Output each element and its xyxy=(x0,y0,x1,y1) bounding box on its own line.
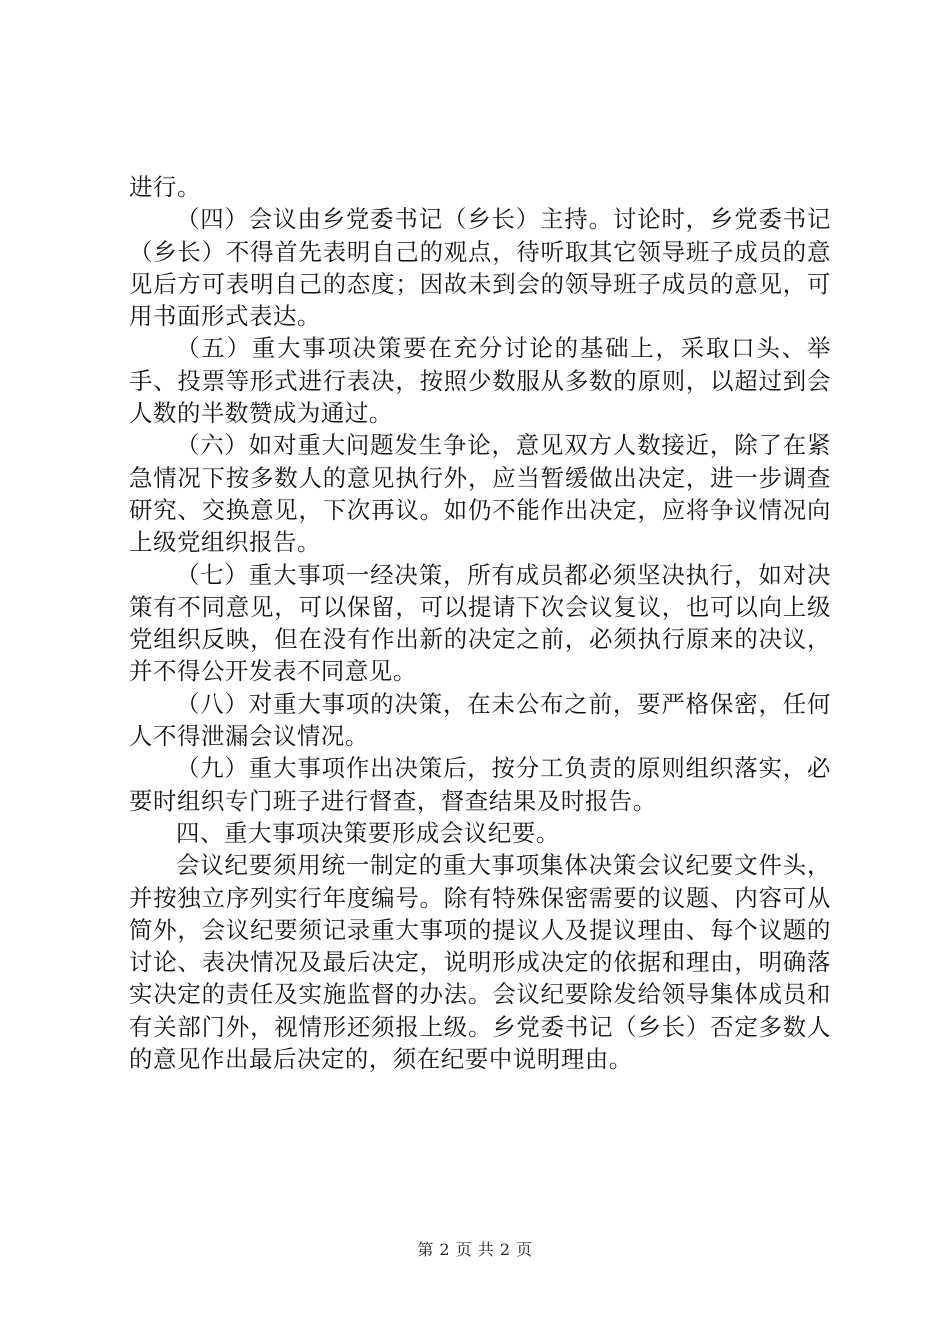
page-number-footer: 第 2 页 共 2 页 xyxy=(417,1240,533,1259)
paragraph-item-4: （四）会议由乡党委书记（乡长）主持。讨论时，乡党委书记（乡长）不得首先表明自己的观点，待听取其它领导班子成员的意见后方可表明自己的态度；因故未到会的领导班子成员的意见，可用书面形式表达。 xyxy=(129,205,831,331)
paragraph-continuation: 进行。 xyxy=(129,173,201,201)
paragraph-meeting-minutes: 会议纪要须用统一制定的重大事项集体决策会议纪要文件头，并按独立序列实行年度编号。除有特殊保密需要的议题、内容可从简外，会议纪要须记录重大事项的提议人及提议理由、每个议题的讨论、表决情况及最后决定，说明形成决定的依据和理由，明确落实决定的责任及实施监督的办法。会议纪要除发给领导集体成员和有关部门外，视情形还须报上级。乡党委书记（乡长）否定多数人的意见作出最后决定的，须在纪要中说明理由。 xyxy=(129,851,831,1074)
document-body xyxy=(129,171,831,1075)
section-heading-4: 四、重大事项决策要形成会议纪要。 xyxy=(176,818,560,847)
paragraph-item-6: （六）如对重大问题发生争论，意见双方人数接近，除了在紧急情况下按多数人的意见执行外，应当暂缓做出决定，进一步调查研究、交换意见，下次再议。如仍不能作出决定，应将争议情况向上级党组织报告。 xyxy=(129,431,831,557)
paragraph-item-9: （九）重大事项作出决策后，按分工负责的原则组织落实，必要时组织专门班子进行督查，督查结果及时报告。 xyxy=(129,754,831,815)
paragraph-item-7: （七）重大事项一经决策，所有成员都必须坚决执行，如对决策有不同意见，可以保留，可以提请下次会议复议，也可以向上级党组织反映，但在没有作出新的决定之前，必须执行原来的决议，并不得公开发表不同意见。 xyxy=(129,560,831,686)
paragraph-item-8: （八）对重大事项的决策，在未公布之前，要严格保密，任何人不得泄漏会议情况。 xyxy=(129,689,831,751)
paragraph-item-5: （五）重大事项决策要在充分讨论的基础上，采取口头、举手、投票等形式进行表决，按照少数服从多数的原则，以超过到会人数的半数赞成为通过。 xyxy=(129,334,831,428)
